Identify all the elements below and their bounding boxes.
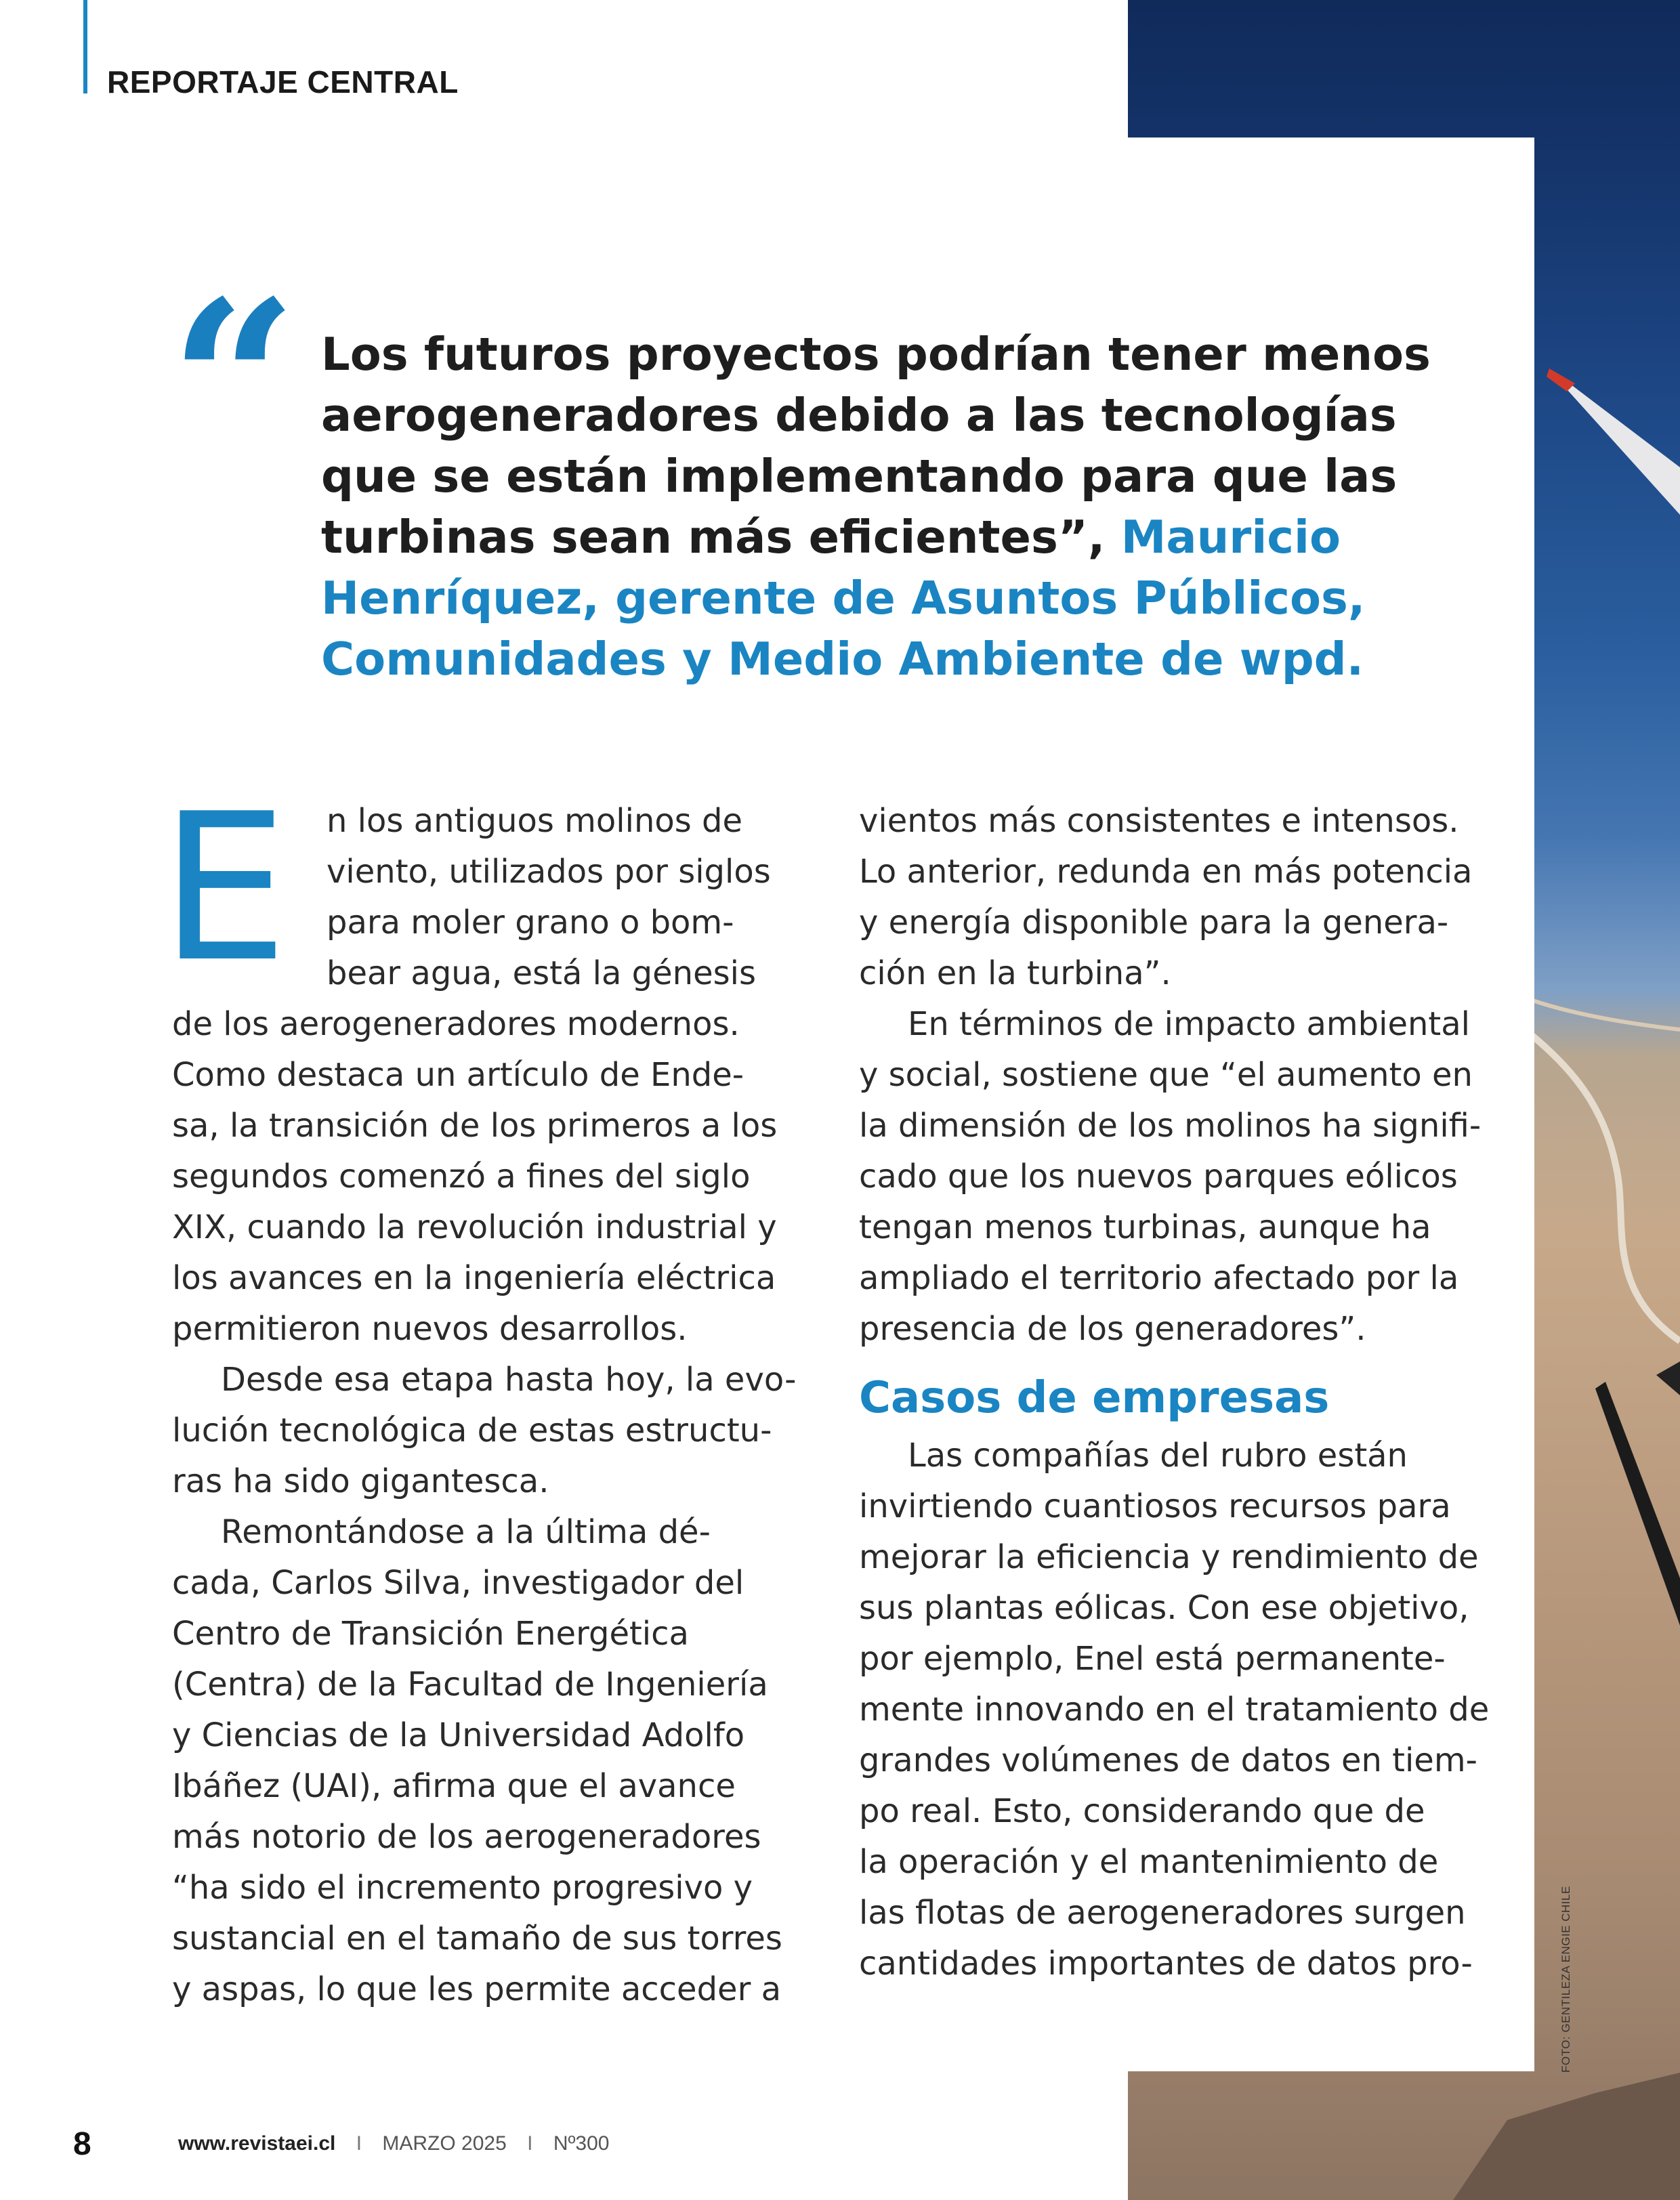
text-line: Desde esa etapa hasta hoy, la evo- xyxy=(221,1361,797,1399)
text-line: para moler grano o bom- xyxy=(327,904,734,942)
rock-outcrop xyxy=(1453,2073,1680,2200)
turbine-blade-1 xyxy=(1553,371,1680,515)
text-line: viento, utilizados por siglos xyxy=(327,853,771,891)
article-column-2 xyxy=(859,796,1489,1989)
paragraph-2 xyxy=(172,1355,797,1507)
text-line: cantidades importantes de datos pro- xyxy=(859,1945,1473,1983)
text-line: mente innovando en el tratamiento de xyxy=(859,1691,1490,1729)
paragraph-6 xyxy=(859,1431,1489,1989)
text-line: Las compañías del rubro están xyxy=(908,1437,1408,1475)
text-line: Ibáñez (UAI), afirma que el avance xyxy=(172,1767,736,1805)
text-line: po real. Esto, considerando que de xyxy=(859,1792,1425,1830)
text-line: “ha sido el incremento progresivo y xyxy=(172,1869,753,1907)
text-line: lución tecnológica de estas estructu- xyxy=(172,1412,772,1450)
text-line: En términos de impacto ambiental xyxy=(908,1005,1470,1043)
text-line: XIX, cuando la revolución industrial y xyxy=(172,1208,777,1246)
pull-quote-attribution: Mauricio Henríquez, gerente de Asuntos Públicos, Comunidades y Medio Ambiente de wpd. xyxy=(321,511,1366,685)
text-line: de los aerogeneradores modernos. xyxy=(172,1005,740,1043)
text-line: (Centra) de la Facultad de Ingeniería xyxy=(172,1666,768,1704)
text-line: segundos comenzó a fines del siglo xyxy=(172,1158,751,1196)
text-line: los avances en la ingeniería eléctrica xyxy=(172,1259,776,1297)
text-line: las flotas de aerogeneradores surgen xyxy=(859,1894,1466,1932)
text-line: mejorar la eficiencia y rendimiento de xyxy=(859,1538,1479,1576)
text-line: grandes volúmenes de datos en tiem- xyxy=(859,1741,1477,1779)
text-line: y energía disponible para la genera- xyxy=(859,904,1449,942)
section-subheading: Casos de empresas xyxy=(859,1373,1330,1423)
website-link[interactable]: www.revistaei.cl xyxy=(178,2132,336,2155)
text-line: vientos más consistentes e intensos. xyxy=(859,802,1459,840)
text-line: ción en la turbina”. xyxy=(859,954,1171,992)
paragraph-4 xyxy=(859,796,1489,999)
text-line: cado que los nuevos parques eólicos xyxy=(859,1158,1458,1196)
issue-number: Nº300 xyxy=(553,2132,610,2155)
paragraph-3 xyxy=(172,1507,794,2015)
text-line: Remontándose a la última dé- xyxy=(221,1513,711,1551)
turbine-blade-2 xyxy=(1595,1382,1680,1626)
text-line: invirtiendo cuantiosos recursos para xyxy=(859,1487,1451,1525)
text-line: más notorio de los aerogeneradores xyxy=(172,1818,761,1856)
paragraph-5 xyxy=(859,999,1489,1355)
turbine-blade-3 xyxy=(1656,1361,1680,1395)
page-number: 8 xyxy=(73,2126,91,2162)
pull-quote xyxy=(321,324,1500,690)
text-line: ras ha sido gigantesca. xyxy=(172,1462,549,1500)
text-line: presencia de los generadores”. xyxy=(859,1310,1366,1348)
text-line: tengan menos turbinas, aunque ha xyxy=(859,1208,1431,1246)
footer-separator: I xyxy=(356,2132,362,2155)
text-line: la dimensión de los molinos ha signifi- xyxy=(859,1107,1482,1145)
quote-mark: “ xyxy=(169,251,298,514)
footer-info xyxy=(178,2132,610,2155)
text-line: Lo anterior, redunda en más potencia xyxy=(859,853,1473,891)
text-line: ampliado el territorio afectado por la xyxy=(859,1259,1459,1297)
text-line: Como destaca un artículo de Ende- xyxy=(172,1056,744,1094)
footer-separator: I xyxy=(527,2132,533,2155)
text-line: Centro de Transición Energética xyxy=(172,1615,689,1653)
paragraph-1 xyxy=(172,796,794,1355)
text-line: sus plantas eólicas. Con ese objetivo, xyxy=(859,1589,1469,1627)
photo-credit: FOTO: GENTILEZA ENGIE CHILE xyxy=(1559,1886,1572,2073)
drop-cap: E xyxy=(160,770,289,1007)
issue-date: MARZO 2025 xyxy=(382,2132,507,2155)
text-line: y aspas, lo que les permite acceder a xyxy=(172,1970,781,2008)
text-line: y Ciencias de la Universidad Adolfo xyxy=(172,1716,745,1754)
text-line: cada, Carlos Silva, investigador del xyxy=(172,1564,744,1602)
text-line: bear agua, está la génesis xyxy=(327,954,756,992)
text-line: la operación y el mantenimiento de xyxy=(859,1843,1439,1881)
text-line: por ejemplo, Enel está permanente- xyxy=(859,1640,1446,1678)
section-accent-bar xyxy=(83,0,87,93)
text-line: permitieron nuevos desarrollos. xyxy=(172,1310,688,1348)
text-line: y social, sostiene que “el aumento en xyxy=(859,1056,1473,1094)
article-column-1 xyxy=(172,796,797,2015)
section-label: REPORTAJE CENTRAL xyxy=(107,64,459,100)
text-line: sa, la transición de los primeros a los xyxy=(172,1107,778,1145)
pull-quote-text: Los futuros proyectos podrían tener menos aerogeneradores debido a las tecnologías que se están implementando para que las turbinas sean más eficientes”, xyxy=(321,328,1431,564)
text-line: n los antiguos molinos de xyxy=(327,802,743,840)
text-line: sustancial en el tamaño de sus torres xyxy=(172,1920,782,1958)
